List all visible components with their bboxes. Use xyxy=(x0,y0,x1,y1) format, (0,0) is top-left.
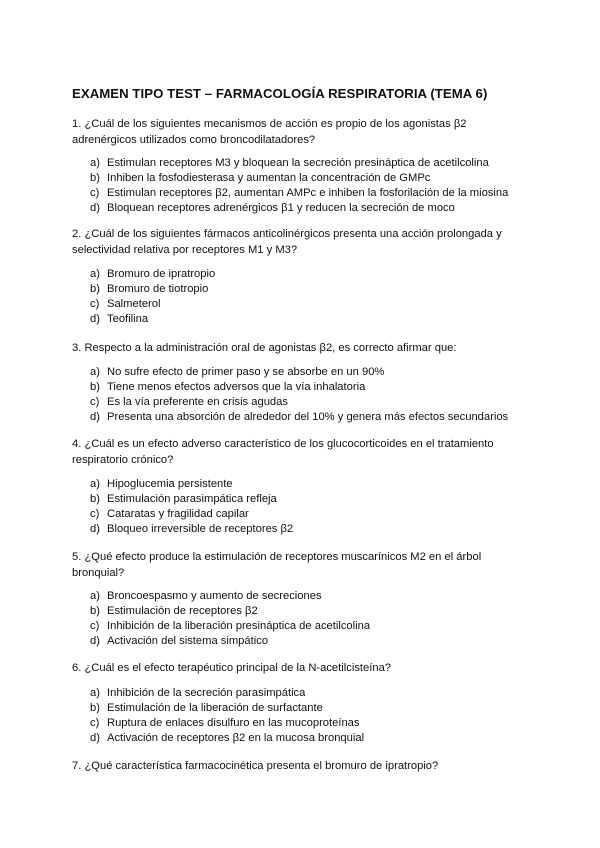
option-letter: c) xyxy=(90,396,100,408)
option-text: Teofilina xyxy=(107,313,149,325)
option-text: Hipoglucemia persistente xyxy=(107,478,233,490)
option-text: Inhibición de la liberación presináptica de acetilcolina xyxy=(107,620,371,632)
option-letter: b) xyxy=(90,381,100,393)
option-letter: b) xyxy=(90,702,100,714)
option-item xyxy=(90,522,540,537)
option-letter: d) xyxy=(90,202,100,214)
option-item xyxy=(90,492,540,507)
option-text: Tiene menos efectos adversos que la vía inhalatoria xyxy=(107,381,366,393)
option-letter: a) xyxy=(90,590,100,602)
question-5-text: 5. ¿Qué efecto produce la estimulación de receptores muscarínicos M2 en el árbol bronquial? xyxy=(72,551,482,579)
question-2-text: 2. ¿Cuál de los siguientes fármacos anticolinérgicos presenta una acción prolongada y selectividad relativa por receptores M1 y M3? xyxy=(72,228,502,256)
question-5-options xyxy=(90,589,540,649)
option-item xyxy=(90,395,540,410)
option-text: Es la vía preferente en crisis agudas xyxy=(107,396,288,408)
option-letter: c) xyxy=(90,508,100,520)
option-letter: a) xyxy=(90,478,100,490)
option-item xyxy=(90,619,540,634)
option-letter: b) xyxy=(90,283,100,295)
option-text: Bloqueo irreversible de receptores β2 xyxy=(107,523,294,535)
question-6-text: 6. ¿Cuál es el efecto terapéutico principal de la N-acetilcisteína? xyxy=(72,662,392,674)
option-item xyxy=(90,507,540,522)
option-text: Estimulan receptores M3 y bloquean la secreción presináptica de acetilcolina xyxy=(107,157,489,169)
option-letter: b) xyxy=(90,493,100,505)
option-item xyxy=(90,380,540,395)
option-letter: c) xyxy=(90,620,100,632)
option-text: Bloquean receptores adrenérgicos β1 y reducen la secreción de moco xyxy=(107,202,455,214)
option-item xyxy=(90,312,540,327)
question-4-options xyxy=(90,477,540,537)
option-text: Estimulación parasimpática refleja xyxy=(107,493,277,505)
option-item xyxy=(90,186,540,201)
option-text: Activación del sistema simpático xyxy=(107,635,269,647)
option-text: No sufre efecto de primer paso y se absorbe en un 90% xyxy=(107,366,385,378)
option-item xyxy=(90,701,540,716)
question-6-options xyxy=(90,686,540,746)
option-item xyxy=(90,201,540,216)
option-item xyxy=(90,477,540,492)
option-letter: c) xyxy=(90,717,100,729)
option-item xyxy=(90,156,540,171)
option-text: Bromuro de ipratropio xyxy=(107,268,216,280)
option-item xyxy=(90,297,540,312)
option-text: Presenta una absorción de alrededor del 10% y genera más efectos secundarios xyxy=(107,411,509,423)
option-letter: c) xyxy=(90,187,100,199)
question-4-text: 4. ¿Cuál es un efecto adverso característico de los glucocorticoides en el tratamiento respiratorio crónico? xyxy=(72,438,494,466)
option-text: Activación de receptores β2 en la mucosa bronquial xyxy=(107,732,365,744)
option-text: Broncoespasmo y aumento de secreciones xyxy=(107,590,322,602)
option-item xyxy=(90,410,540,425)
option-item xyxy=(90,604,540,619)
question-7-text: 7. ¿Qué característica farmacocinética presenta el bromuro de ipratropio? xyxy=(72,760,439,772)
option-letter: b) xyxy=(90,172,100,184)
option-letter: a) xyxy=(90,687,100,699)
option-item xyxy=(90,634,540,649)
option-item xyxy=(90,731,540,746)
option-text: Cataratas y fragilidad capilar xyxy=(107,508,249,520)
option-letter: d) xyxy=(90,635,100,647)
option-item xyxy=(90,589,540,604)
option-text: Inhibición de la secreción parasimpática xyxy=(107,687,306,699)
option-letter: a) xyxy=(90,268,100,280)
option-text: Inhiben la fosfodiesterasa y aumentan la concentración de GMPc xyxy=(107,172,431,184)
option-text: Estimulan receptores β2, aumentan AMPc e inhiben la fosforilación de la miosina xyxy=(107,187,509,199)
option-letter: d) xyxy=(90,523,100,535)
question-3-text: 3. Respecto a la administración oral de agonistas β2, es correcto afirmar que: xyxy=(72,342,457,354)
option-item xyxy=(90,267,540,282)
option-letter: d) xyxy=(90,411,100,423)
option-letter: c) xyxy=(90,298,100,310)
option-text: Salmeterol xyxy=(107,298,161,310)
option-letter: d) xyxy=(90,732,100,744)
option-text: Estimulación de receptores β2 xyxy=(107,605,258,617)
option-item xyxy=(90,171,540,186)
option-item xyxy=(90,365,540,380)
option-item xyxy=(90,282,540,297)
option-item xyxy=(90,686,540,701)
option-text: Bromuro de tiotropio xyxy=(107,283,209,295)
option-letter: a) xyxy=(90,366,100,378)
question-2-options xyxy=(90,267,540,327)
question-3-options xyxy=(90,365,540,425)
question-1-options xyxy=(90,156,540,216)
option-letter: a) xyxy=(90,157,100,169)
option-letter: d) xyxy=(90,313,100,325)
option-text: Ruptura de enlaces disulfuro en las mucoproteínas xyxy=(107,717,360,729)
option-item xyxy=(90,716,540,731)
option-text: Estimulación de la liberación de surfactante xyxy=(107,702,323,714)
question-1-text: 1. ¿Cuál de los siguientes mecanismos de acción es propio de los agonistas β2 adrenérgicos utilizados como broncodilatadores? xyxy=(72,118,467,146)
exam-title: EXAMEN TIPO TEST – FARMACOLOGÍA RESPIRATORIA (TEMA 6) xyxy=(72,86,488,101)
option-letter: b) xyxy=(90,605,100,617)
